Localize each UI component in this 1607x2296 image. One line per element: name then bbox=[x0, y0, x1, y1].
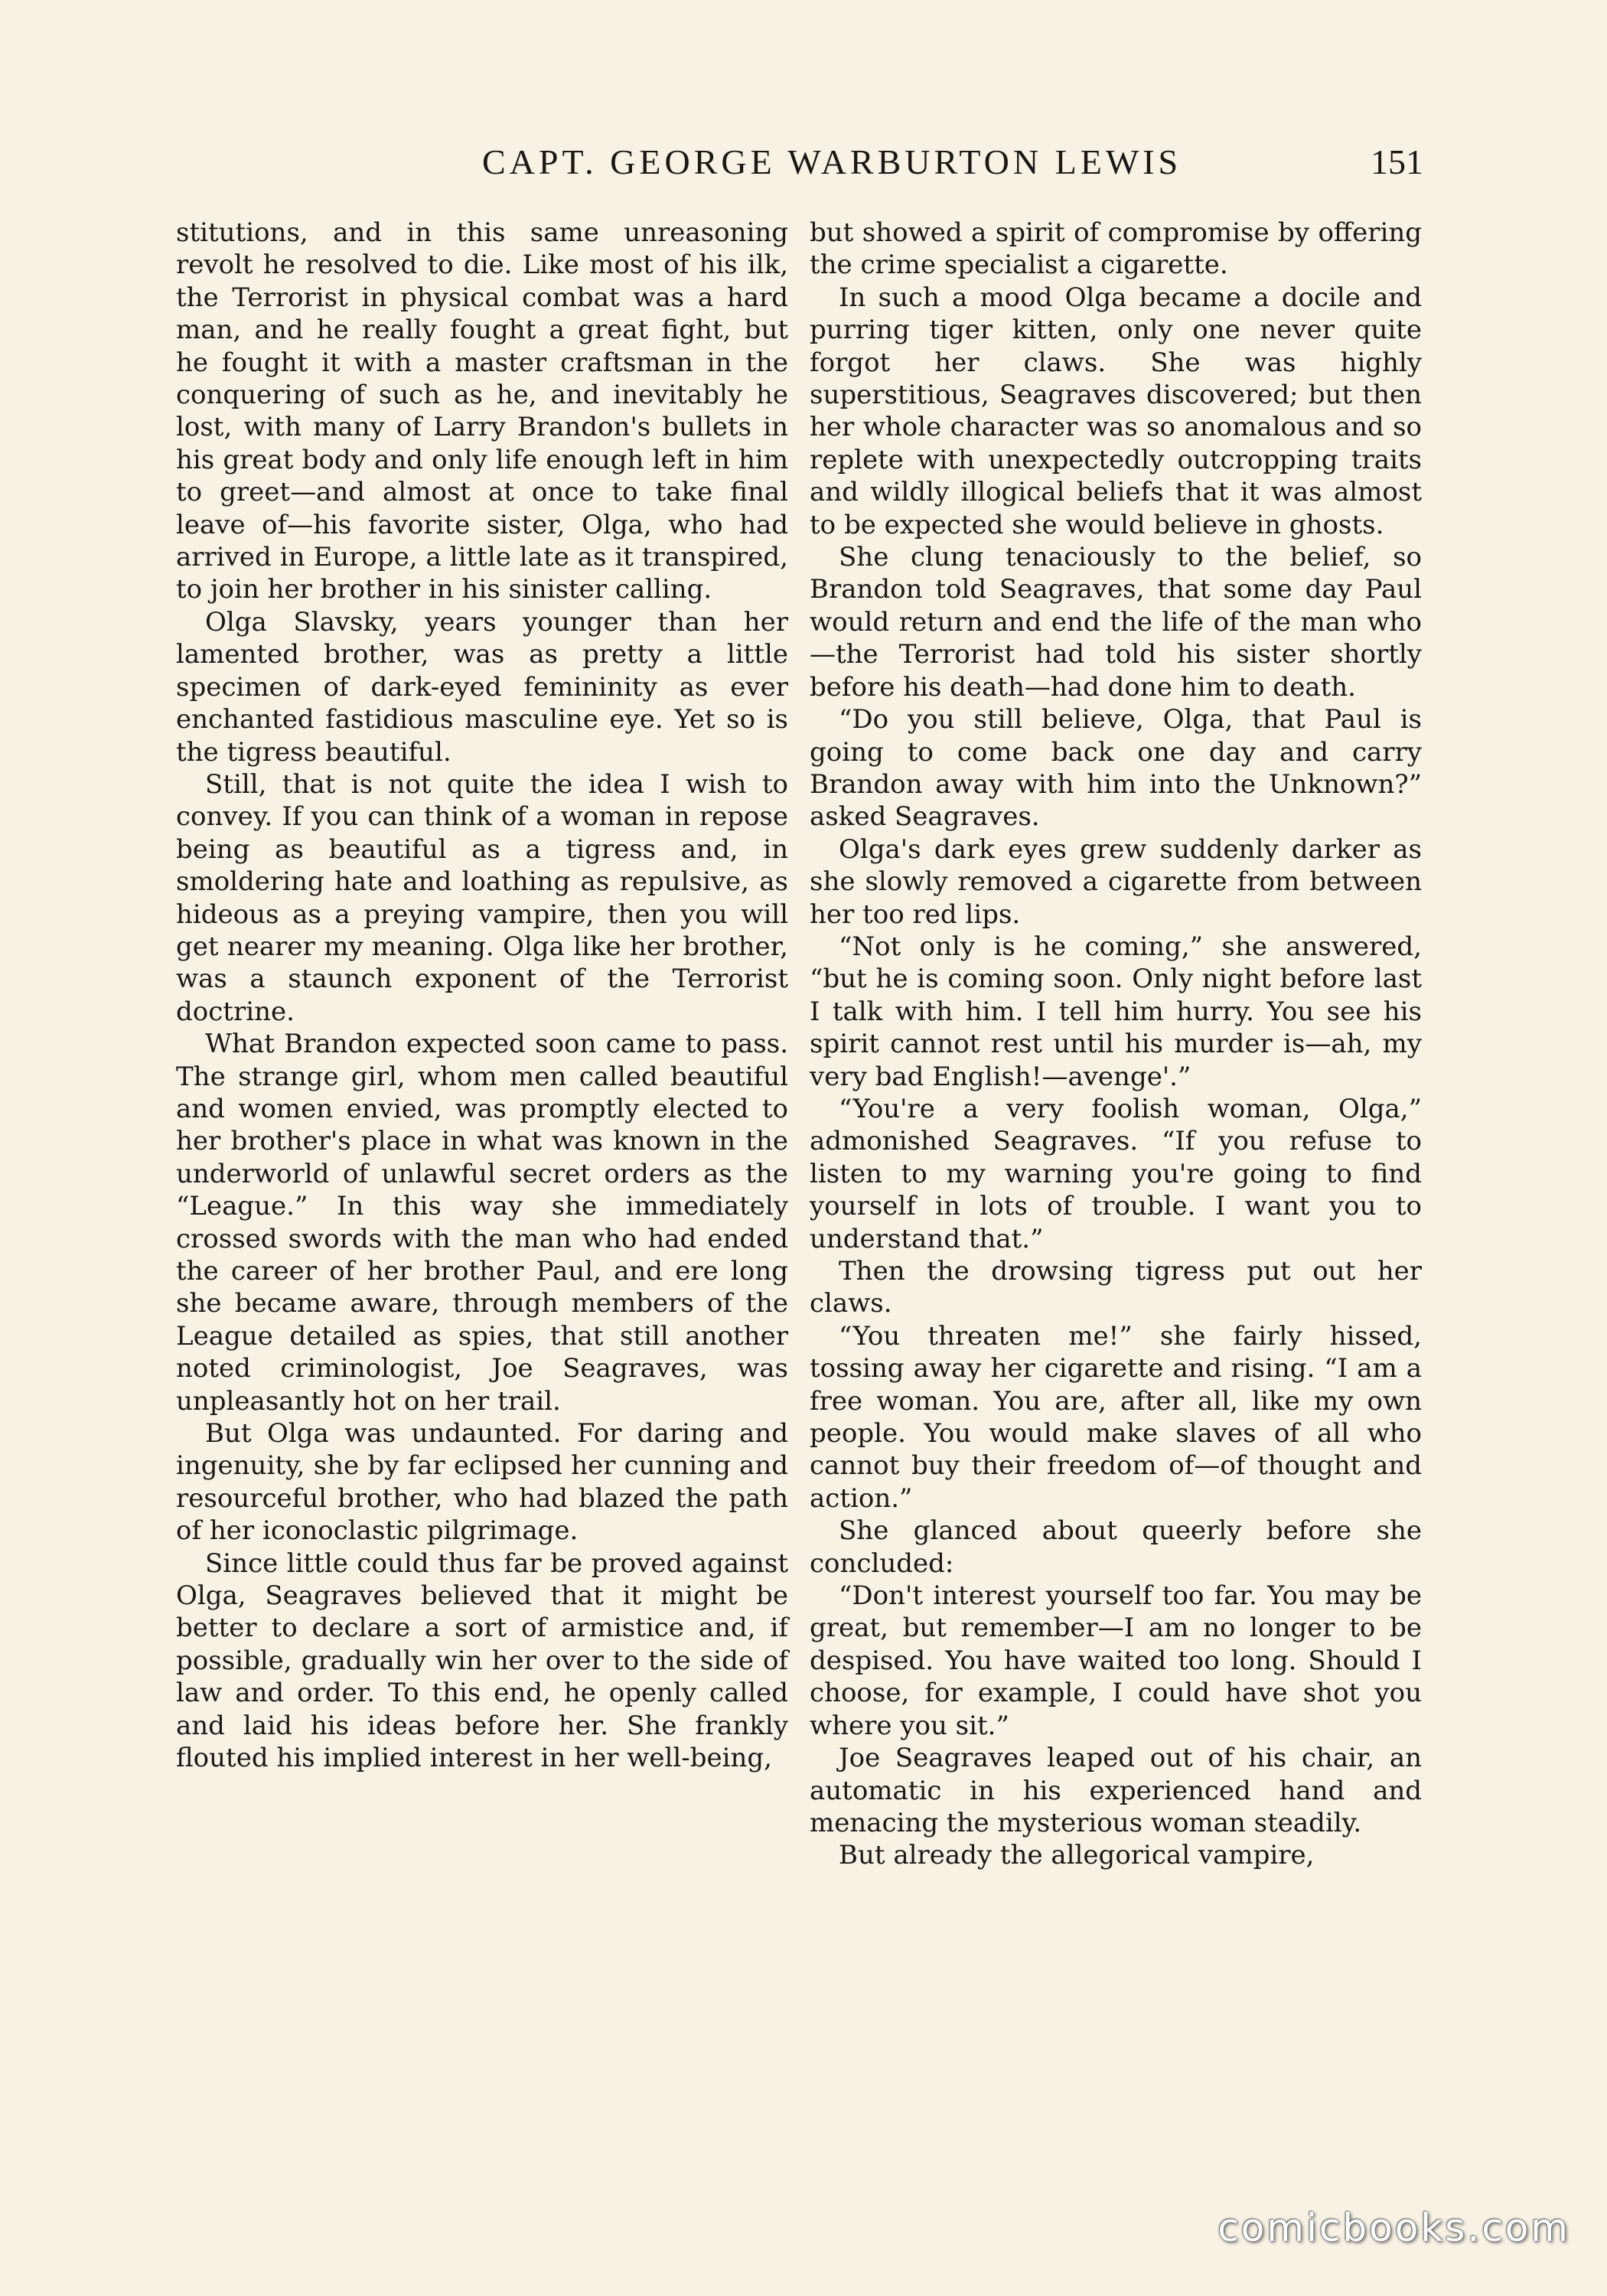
watermark: comicbooks.com bbox=[1217, 2206, 1570, 2250]
paragraph: Olga's dark eyes grew suddenly darker as she slowly removed a cigarette from between her too red lips. bbox=[810, 833, 1422, 930]
paragraph: Then the drowsing tigress put out her claws. bbox=[810, 1256, 1422, 1319]
paragraph: Since little could thus far be proved against Olga, Seagraves believed that it might be better to declare a sort of armistice and, if possible, gradually win her over to the side of law and order. To this end, he openly called and laid his ideas before her. She frankly flouted his implied interest in her well-being, bbox=[176, 1548, 788, 1774]
paragraph: Still, that is not quite the idea I wish to convey. If you can think of a woman in repose being as beautiful as a tigress and, in smoldering hate and loathing as repulsive, as hideous as a preying vampire, then you will get nearer my meaning. Olga like her brother, was a staunch exponent of the Terrorist doctrine. bbox=[176, 768, 788, 1027]
paragraph: “You're a very foolish woman, Olga,” admonished Seagraves. “If you refuse to listen to my warning you're going to find yourself in lots of trouble. I want you to understand that.” bbox=[810, 1093, 1422, 1254]
paragraph: What Brandon expected soon came to pass. The strange girl, whom men called beautiful and women envied, was promptly elected to her brother's place in what was known in the underworld of unlawful secret orders as the “League.” In this way she immediately crossed swords with the man who had ended the career of her brother Paul, and ere long she became aware, through members of the League detailed as spies, that still another noted criminologist, Joe Seagraves, was unpleasantly hot on her trail. bbox=[176, 1029, 788, 1417]
paragraph: “Not only is he coming,” she answered, “but he is coming soon. Only night before last I talk with him. I tell him hurry. You see his spirit cannot rest until his murder is—ah, my very bad English!—avenge'.” bbox=[810, 931, 1422, 1092]
paragraph: stitutions, and in this same unreasoning revolt he resolved to die. Like most of his ilk, the Terrorist in physical combat was a hard man, and he really fought a great fight, but he fought it with a master craftsman in the conquering of such as he, and inevitably he lost, with many of Larry Brandon's bullets in his great body and only life enough left in him to greet—and almost at once to take final leave of—his favorite sister, Olga, who had arrived in Europe, a little late as it transpired, to join her brother in his sinister calling. bbox=[176, 217, 788, 605]
running-head: CAPT. GEORGE WARBURTON LEWIS bbox=[482, 142, 1182, 181]
paragraph: She clung tenaciously to the belief, so Brandon told Seagraves, that some day Paul would return and end the life of the man who—the Terrorist had told his sister shortly before his death—had done him to death. bbox=[810, 542, 1422, 703]
page-header bbox=[191, 142, 1423, 195]
page-number: 151 bbox=[1371, 142, 1423, 181]
left-column bbox=[176, 217, 788, 1775]
paragraph: “Don't interest yourself too far. You may be great, but remember—I am no longer to be despised. You have waited too long. Should I choose, for example, I could have shot you where you sit.” bbox=[810, 1580, 1422, 1741]
paragraph: But Olga was undaunted. For daring and ingenuity, she by far eclipsed her cunning and resourceful brother, who had blazed the path of her iconoclastic pilgrimage. bbox=[176, 1418, 788, 1547]
paragraph: In such a mood Olga became a docile and purring tiger kitten, only one never quite forgot her claws. She was highly superstitious, Seagraves discovered; but then her whole character was so anomalous and so replete with unexpectedly outcropping traits and wildly illogical beliefs that it was almost to be expected she would believe in ghosts. bbox=[810, 282, 1422, 540]
paragraph: but showed a spirit of compromise by offering the crime specialist a cigarette. bbox=[810, 217, 1422, 281]
paragraph: Joe Seagraves leaped out of his chair, an automatic in his experienced hand and menacing the mysterious woman steadily. bbox=[810, 1743, 1422, 1838]
paragraph: She glanced about queerly before she concluded: bbox=[810, 1515, 1422, 1579]
paragraph: But already the allegorical vampire, bbox=[839, 1840, 1315, 1871]
paragraph: Olga Slavsky, years younger than her lamented brother, was as pretty a little specimen of dark-eyed femininity as ever enchanted fastidious masculine eye. Yet so is the tigress beautiful. bbox=[176, 606, 788, 768]
paragraph: “Do you still believe, Olga, that Paul is going to come back one day and carry Brandon away with him into the Unknown?” asked Seagraves. bbox=[810, 704, 1422, 833]
paragraph: “You threaten me!” she fairly hissed, tossing away her cigarette and rising. “I am a free woman. You are, after all, like my own people. You would make slaves of all who cannot buy their freedom of—of thought and action.” bbox=[810, 1320, 1422, 1514]
right-column bbox=[810, 217, 1422, 1872]
